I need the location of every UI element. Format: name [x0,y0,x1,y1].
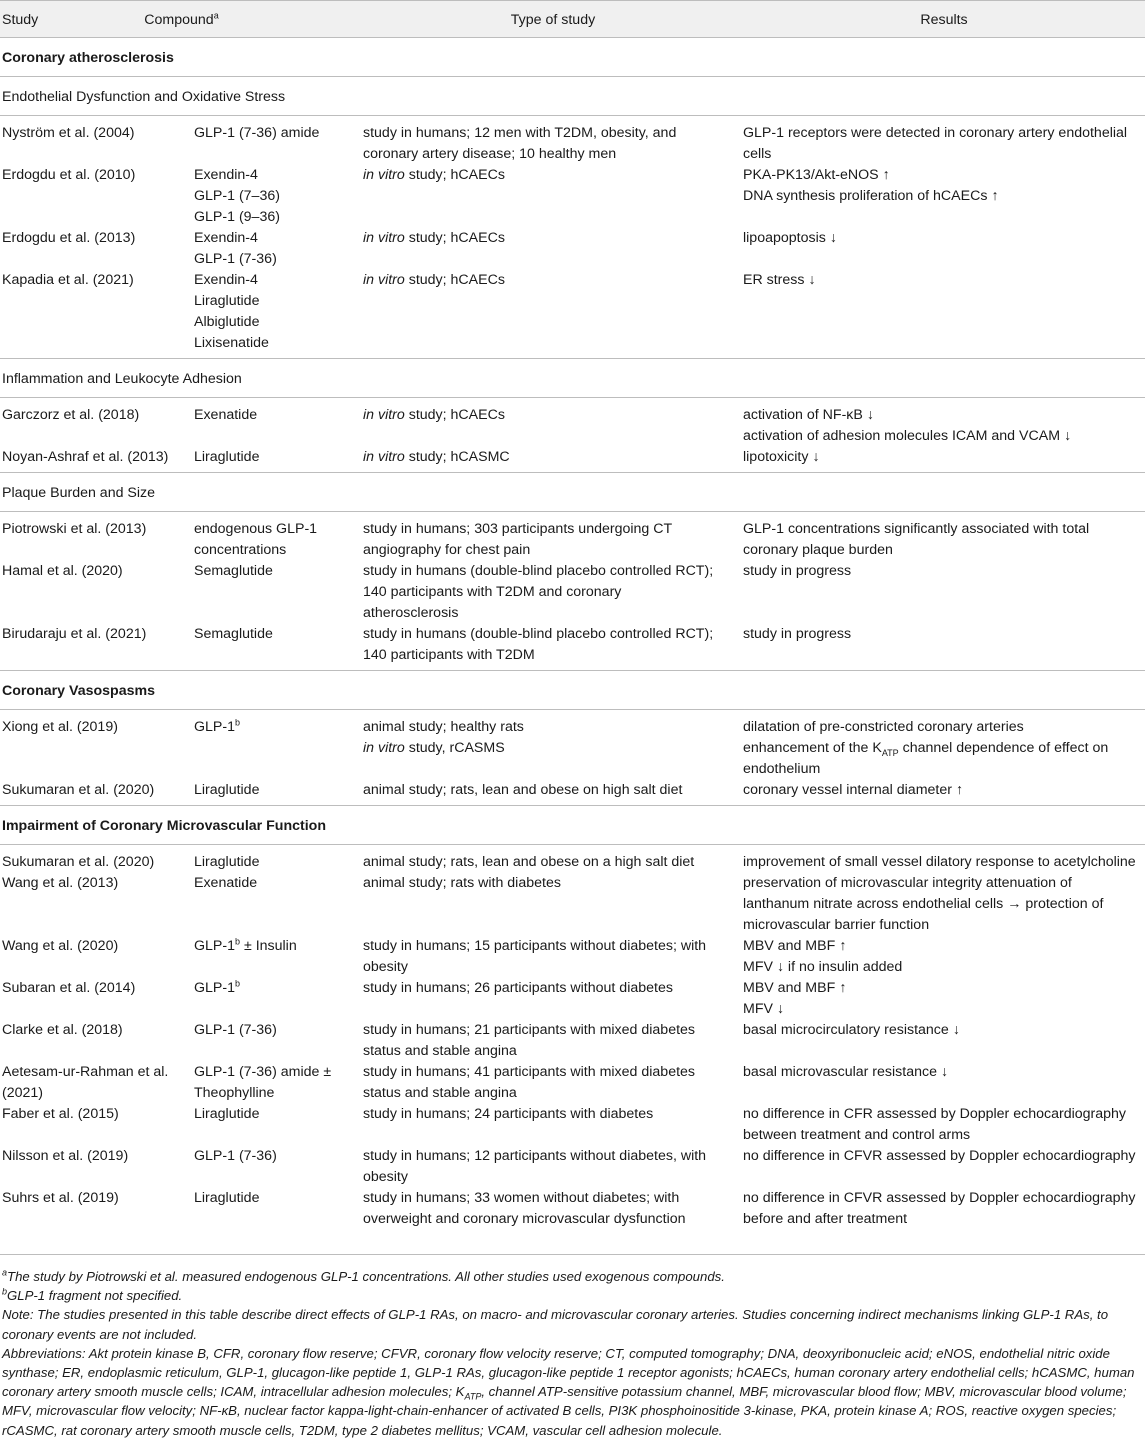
results-cell: improvement of small vessel dilatory response to acetylcholine [743,854,1136,870]
type-cell: study in humans; 24 participants with diabetes [363,1106,654,1122]
results-cell: study in progress [743,563,852,579]
table-row [0,228,1145,270]
table-row [0,873,1145,936]
study-cell: Nilsson et al. (2019) [2,1148,129,1164]
results-cell: coronary vessel internal diameter ↑ [743,782,964,798]
compound-cell: Exendin-4 Liraglutide Albiglutide Lixisenatide [194,272,269,351]
compound-cell: GLP-1 (7-36) [194,1148,277,1164]
study-cell: Garczorz et al. (2018) [2,407,140,423]
results-cell: no difference in CFVR assessed by Doppler echocardiography before and after treatment [743,1190,1136,1227]
type-cell: animal study; rats, lean and obese on high salt diet [363,782,683,798]
type-cell: animal study; rats with diabetes [363,875,561,891]
compound-cell: GLP-1$^b$ [194,717,241,735]
table-footnotes [0,1254,1145,1440]
table-row [0,852,1145,873]
row-group [0,710,1145,806]
results-cell: MBV and MBF ↑ MFV ↓ if no insulin added [743,938,903,975]
results-cell: preservation of microvascular integrity attenuation of lanthanum nitrate across endothelial cells → protection of microvascular barrier function [743,875,1104,933]
table-row [0,780,1145,801]
compound-cell: endogenous GLP-1 concentrations [194,521,318,558]
compound-cell: Exendin-4 GLP-1 (7-36) [194,230,277,267]
type-cell: study in humans; 33 women without diabetes; with overweight and coronary microvascular dysfunction [363,1190,686,1227]
subsection-title: Endothelial Dysfunction and Oxidative Stress [0,77,1145,116]
study-cell: Sukumaran et al. (2020) [2,854,155,870]
study-cell: Xiong et al. (2019) [2,719,118,735]
table-row [0,1146,1145,1188]
study-cell: Suhrs et al. (2019) [2,1190,119,1206]
study-cell: Piotrowski et al. (2013) [2,521,147,537]
compound-cell: Exenatide [194,875,258,891]
row-group [0,512,1145,671]
results-cell: basal microvascular resistance ↓ [743,1064,949,1080]
subsection-title: Plaque Burden and Size [0,473,1145,512]
header-study: Study [2,12,39,28]
compound-cell: Semaglutide [194,563,273,579]
study-cell: Wang et al. (2013) [2,875,119,891]
footnote-b: $^b$GLP-1 fragment not specified. [2,1286,183,1304]
compound-cell: GLP-1 (7-36) [194,1022,277,1038]
study-cell: Erdogdu et al. (2013) [2,230,136,246]
results-cell: no difference in CFVR assessed by Doppler echocardiography [743,1148,1136,1164]
study-cell: Erdogdu et al. (2010) [2,167,136,183]
type-cell: in vitro study; hCASMC [363,449,510,465]
row-group [0,116,1145,359]
table-row [0,1062,1145,1104]
subsection-title: Inflammation and Leukocyte Adhesion [0,359,1145,398]
study-cell: Faber et al. (2015) [2,1106,119,1122]
results-cell: PKA-PK13/Akt-eNOS ↑ DNA synthesis proliferation of hCAECs ↑ [743,167,999,204]
type-cell: in vitro study; hCAECs [363,272,505,288]
type-cell: in vitro study; hCAECs [363,407,505,423]
results-cell: activation of NF-κB ↓ activation of adhesion molecules ICAM and VCAM ↓ [743,407,1072,444]
table-row [0,447,1145,468]
compound-cell: Semaglutide [194,626,273,642]
table-row [0,978,1145,1020]
table-row [0,1104,1145,1146]
study-cell: Sukumaran et al. (2020) [2,782,155,798]
study-cell: Aetesam-ur-Rahman et al. (2021) [2,1064,169,1101]
header-compound: Compound$^a$ [144,10,219,28]
compound-cell: Liraglutide [194,1190,260,1206]
table-row [0,936,1145,978]
results-cell: GLP-1 receptors were detected in coronary artery endothelial cells [743,125,1128,162]
type-cell: study in humans (double-blind placebo controlled RCT); 140 participants with T2DM and coronary atherosclerosis [363,563,714,621]
row-group [0,845,1145,1234]
table-note: Note: The studies presented in this table describe direct effects of GLP-1 RAs, on macro- and microvascular coronary arteries. Studies concerning indirect mechanisms linking GLP-1 RAs, to coronary events are not included. [2,1307,1109,1342]
study-cell: Noyan-Ashraf et al. (2013) [2,449,169,465]
study-cell: Subaran et al. (2014) [2,980,136,996]
footnote-a: $^a$The study by Piotrowski et al. measured endogenous GLP-1 concentrations. All other studies used exogenous compounds. [2,1267,725,1284]
study-cell: Wang et al. (2020) [2,938,119,954]
compound-cell: Liraglutide [194,854,260,870]
type-cell: study in humans; 12 men with T2DM, obesity, and coronary artery disease; 10 healthy men [363,125,677,162]
type-cell: study in humans; 26 participants without diabetes [363,980,673,996]
results-cell: GLP-1 concentrations significantly associated with total coronary plaque burden [743,521,1090,558]
header-results: Results [920,12,968,28]
study-cell: Kapadia et al. (2021) [2,272,134,288]
type-cell: animal study; healthy rats in vitro study, rCASMS [363,719,524,756]
results-cell: lipoapoptosis ↓ [743,230,837,246]
table-row [0,717,1145,780]
table-row [0,1020,1145,1062]
table-row [0,405,1145,447]
type-cell: study in humans; 12 participants without diabetes, with obesity [363,1148,707,1185]
type-cell: animal study; rats, lean and obese on a high salt diet [363,854,695,870]
results-cell: MBV and MBF ↑ MFV ↓ [743,980,847,1017]
results-cell: basal microcirculatory resistance ↓ [743,1022,960,1038]
type-cell: study in humans; 21 participants with mixed diabetes status and stable angina [363,1022,696,1059]
type-cell: study in humans; 303 participants undergoing CT angiography for chest pain [363,521,673,558]
compound-cell: GLP-1 (7-36) amide [194,125,320,141]
section-title: Impairment of Coronary Microvascular Function [0,806,1145,845]
table-row [0,165,1145,228]
row-group [0,398,1145,473]
table-row [0,1188,1145,1230]
results-cell: study in progress [743,626,852,642]
study-cell: Hamal et al. (2020) [2,563,123,579]
section-title: Coronary atherosclerosis [0,38,1145,77]
table-header [0,0,1145,38]
table-row [0,123,1145,165]
type-cell: in vitro study; hCAECs [363,167,505,183]
type-cell: study in humans; 15 participants without diabetes; with obesity [363,938,707,975]
compound-cell: GLP-1 (7-36) amide ± Theophylline [194,1064,332,1101]
compound-cell: GLP-1$^b$ [194,978,241,996]
results-cell: ER stress ↓ [743,272,816,288]
compound-cell: Liraglutide [194,449,260,465]
table-row [0,270,1145,354]
results-cell: no difference in CFR assessed by Doppler echocardiography between treatment and control arms [743,1106,1127,1143]
type-cell: in vitro study; hCAECs [363,230,505,246]
compound-cell: Exenatide [194,407,258,423]
table-row [0,519,1145,561]
results-cell: lipotoxicity ↓ [743,449,820,465]
compound-cell: Liraglutide [194,1106,260,1122]
abbreviations: Abbreviations: Akt protein kinase B, CFR, coronary flow reserve; CFVR, coronary flow velocity reserve; CT, computed tomography; DNA, deoxyribonucleic acid; eNOS, endothelial nitric oxide synthase; ER, endoplasmic reticulum, GLP-1, glucagon-like peptide 1, GLP-1 RAs, glucagon-like peptide 1 receptor agonists; hCAECs, human coronary artery endothelial cells; hCASMC, human coronary artery smooth muscle cells; ICAM, intracellular adhesion molecules; $K_{ATP}$, channel ATP-sensitive potassium channel, MBF, microvascular blood flow; MBV, microvascular blood volume; MFV, microvascular flow velocity; NF-κB, nuclear factor kappa-light-chain-enhancer of activated B cells, PI3K phosphoinositide 3-kinase, PKA, protein kinase A; ROS, reactive oxygen species; rCASMC, rat coronary artery smooth muscle cells, T2DM, type 2 diabetes mellitus; VCAM, vascular cell adhesion molecule. [2,1345,1135,1438]
section-title: Coronary Vasospasms [0,671,1145,710]
table-row [0,624,1145,666]
type-cell: study in humans; 41 participants with mixed diabetes status and stable angina [363,1064,696,1101]
study-cell: Birudaraju et al. (2021) [2,626,147,642]
compound-cell: Exendin-4 GLP-1 (7–36) GLP-1 (9–36) [194,167,280,225]
compound-cell: Liraglutide [194,782,260,798]
study-cell: Clarke et al. (2018) [2,1022,123,1038]
study-cell: Nyström et al. (2004) [2,125,135,141]
type-cell: study in humans (double-blind placebo controlled RCT); 140 participants with T2DM [363,626,714,663]
results-cell: dilatation of pre-constricted coronary arteries enhancement of the $K_{ATP}$ channel dependence of effect on endothelium [743,719,1109,777]
header-type: Type of study [510,12,596,28]
compound-cell: GLP-$1^b$ ± Insulin [194,936,297,954]
table-row [0,561,1145,624]
